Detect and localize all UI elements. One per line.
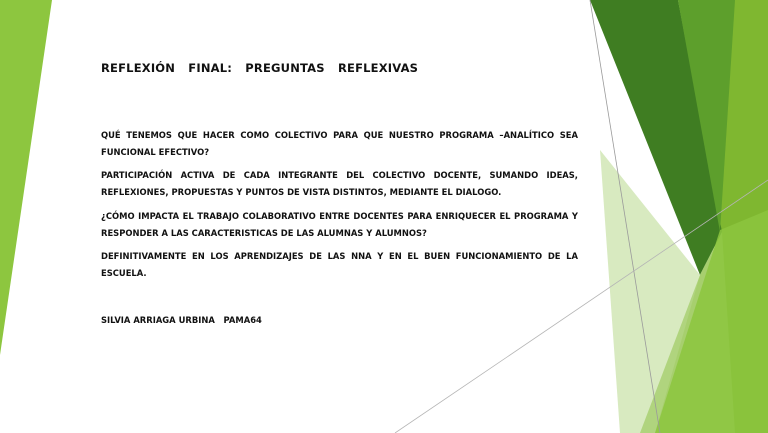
left-green-triangle	[0, 0, 52, 355]
answer-1: PARTICIPACIÓN ACTIVA DE CADA INTEGRANTE DEL COLECTIVO DOCENTE, SUMANDO IDEAS, REFLEXIONES, PROPUESTAS Y PUNTOS DE VISTA DISTINTOS, MEDIANTE EL DIALOGO.	[101, 170, 578, 197]
question-2: ¿CÓMO IMPACTA EL TRABAJO COLABORATIVO ENTRE DOCENTES PARA ENRIQUECER EL PROGRAMA Y RESPONDER A LAS CARACTERISTICAS DE LAS ALUMNAS Y ALUMNOS?	[101, 211, 578, 238]
slide-content	[101, 0, 578, 433]
question-1: QUÉ TENEMOS QUE HACER COMO COLECTIVO PARA QUE NUESTRO PROGRAMA –ANALÍTICO SEA FUNCIONAL EFECTIVO?	[101, 130, 578, 157]
slide-title: REFLEXIÓN FINAL: PREGUNTAS REFLEXIVAS	[101, 61, 419, 75]
author-signature: SILVIA ARRIAGA URBINA PAMA64	[101, 315, 262, 325]
answer-2: DEFINITIVAMENTE EN LOS APRENDIZAJES DE LAS NNA Y EN EL BUEN FUNCIONAMIENTO DE LA ESCUELA.	[101, 251, 578, 278]
